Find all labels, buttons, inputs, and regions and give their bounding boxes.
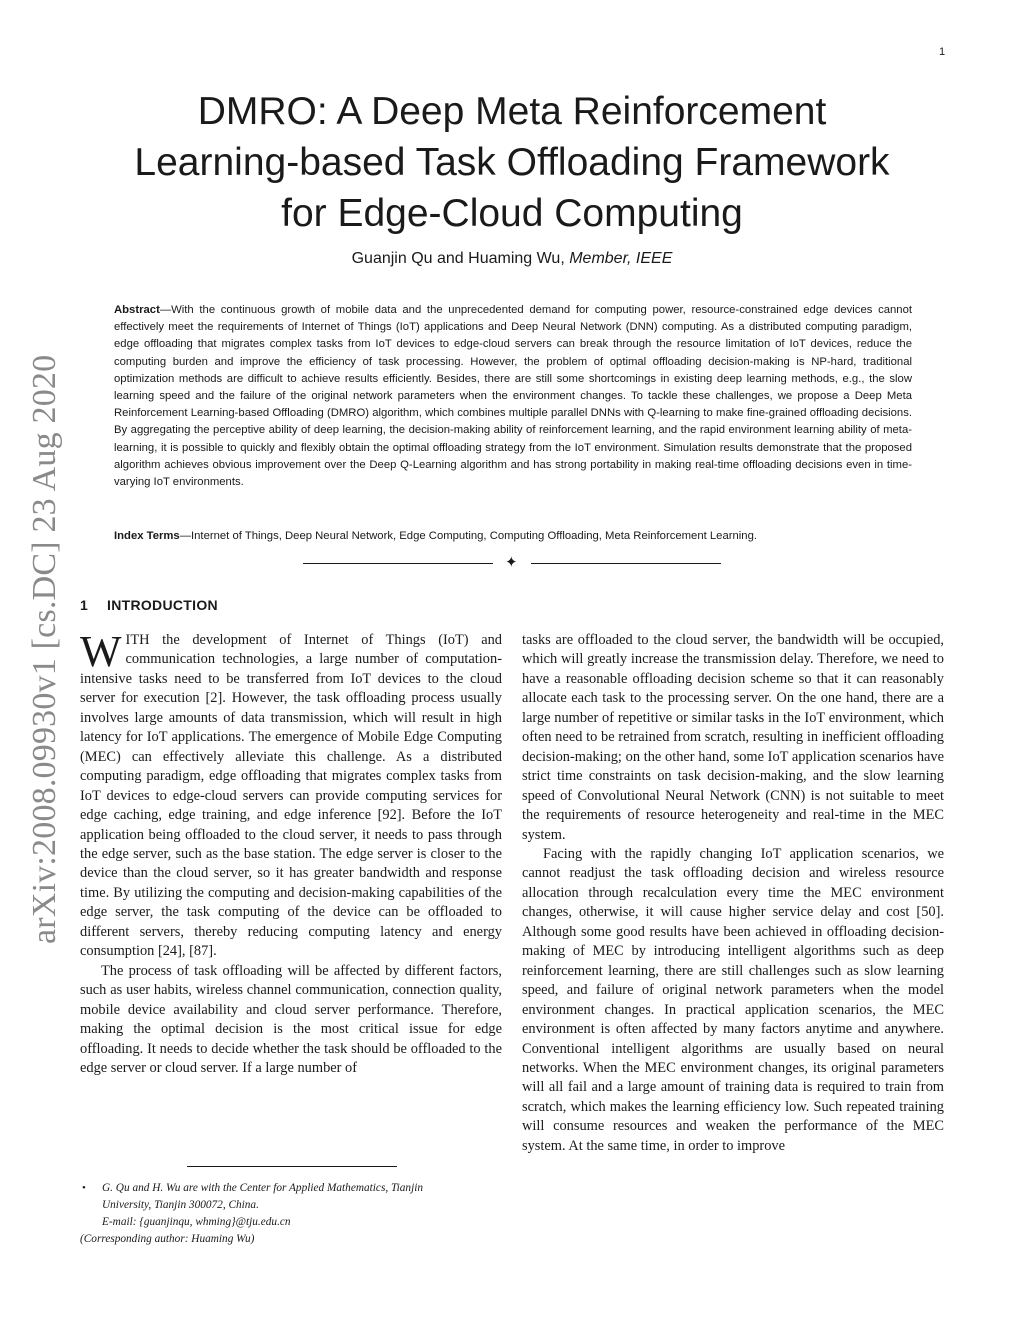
dropcap: W (80, 627, 122, 676)
author-membership: Member, IEEE (569, 250, 673, 267)
index-terms-text: —Internet of Things, Deep Neural Network, Edge Computing, Computing Offloading, Meta Reinforcement Learning. (179, 530, 758, 542)
left-column (80, 627, 502, 1078)
abstract (114, 302, 912, 491)
title-line-3: for Edge-Cloud Computing (281, 192, 743, 235)
first-word-rest: ITH (125, 632, 150, 648)
separator-line-right (531, 563, 721, 564)
intro-paragraph-1-text: the development of Internet of Things (IoT) and communication technologies, a large number of computation-intensive tasks need to be transferred from IoT devices to the cloud server for execution [2]. However, the task offloading process usually involves large amounts of data transmission, which will result in high latency for IoT applications. The emergence of Mobile Edge Computing (MEC) can effectively alleviate this challenge. As a distributed computing paradigm, edge offloading that migrates complex tasks from IoT devices to edge-cloud servers can provide computing services for edge caching, edge training, and edge inference [92]. Before the IoT application being offloaded to the cloud server, it needs to pass through the edge server, such as the base station. The edge server is closer to the device than the cloud server, so it has greater bandwidth and response time. By utilizing the computing and decision-making capabilities of the edge server, the task computing of the device can be offloaded to different servers, thereby reducing computing latency and energy consumption [24], [87]. (80, 632, 502, 960)
intro-paragraph-2: The process of task offloading will be affected by different factors, such as user habits, wireless channel communication, connection quality, mobile device availability and cloud server performance. Therefore, making the optimal decision is the most critical issue for edge offloading. It needs to decide whether the task should be offloaded to the edge server or cloud server. If a large number of (80, 962, 502, 1076)
right-column (522, 631, 944, 1156)
section-separator (303, 553, 721, 571)
corresponding-author: (Corresponding author: Huaming Wu) (80, 1233, 255, 1245)
intro-paragraph-1 (80, 627, 502, 962)
intro-paragraph-4: Facing with the rapidly changing IoT application scenarios, we cannot readjust the task offloading decision and wireless resource allocation through recalculation every time the MEC environment changes, otherwise, it will cause higher service delay and cost [50]. Although some good results have been achieved in offloading decision-making of MEC by introducing intelligent algorithms such as deep reinforcement learning, there are still challenges such as slow learning speed, and failure of original network parameters when the model environment changes. In practical application scenarios, the MEC environment is often affected by many factors anytime and anywhere. Conventional intelligent algorithms are usually based on neural networks. When the MEC environment changes, its original parameters will all fail and a large amount of training data is required to train from scratch, which makes the learning efficiency low. Such repeated training will consume resources and weaken the performance of the MEC system. At the same time, in order to improve (522, 845, 944, 1154)
author-line (80, 250, 944, 268)
abstract-text: —With the continuous growth of mobile data and the unprecedented demand for computing power, resource-constrained edge devices cannot effectively meet the requirements of Internet of Things (IoT) applications and Deep Neural Network (DNN) computing. As a distributed computing paradigm, edge offloading that migrates complex tasks from IoT devices to edge-cloud servers can break through the resource limitation of IoT devices, reduce the computing burden and improve the efficiency of task processing. However, the problem of optimal offloading decision-making is NP-hard, traditional optimization methods are difficult to achieve results efficiently. Besides, there are still some shortcomings in existing deep learning methods, e.g., the slow learning speed and the failure of the original network parameters when the environment changes. To tackle these challenges, we propose a Deep Meta Reinforcement Learning-based Offloading (DMRO) algorithm, which combines multiple parallel DNNs with Q-learning to make fine-grained offloading decisions. By aggregating the perceptive ability of deep learning, the decision-making ability of reinforcement learning, and the rapid environment learning ability of meta-learning, it is possible to quickly and flexibly obtain the optimal offloading strategy from the IoT environment. Simulation results demonstrate that the proposed algorithm achieves obvious improvement over the Deep Q-Learning algorithm and has strong portability in making real-time offloading decisions even in time-varying IoT environments. (114, 304, 912, 489)
title-line-1: DMRO: A Deep Meta Reinforcement (197, 90, 827, 133)
section-number: 1 (80, 597, 89, 613)
footnote-line-2: University, Tianjin 300072, China. (102, 1199, 259, 1211)
separator-line-left (303, 563, 493, 564)
author-names: Guanjin Qu and Huaming Wu, (351, 250, 565, 267)
abstract-label: Abstract (114, 304, 160, 316)
page-number: 1 (938, 46, 946, 58)
arxiv-stamp: arXiv:2008.09930v1 [cs.DC] 23 Aug 2020 (26, 354, 63, 944)
footnote-text (102, 1180, 502, 1231)
index-terms (114, 528, 912, 545)
title-line-2: Learning-based Task Offloading Framework (134, 141, 890, 184)
separator-star-icon: ✦ (505, 553, 518, 571)
footnote-rule (187, 1166, 397, 1167)
index-terms-label: Index Terms (114, 530, 180, 542)
footnote-bullet-icon: • (82, 1182, 86, 1194)
footnote-line-1: G. Qu and H. Wu are with the Center for Applied Mathematics, Tianjin (102, 1182, 424, 1194)
intro-paragraph-3: tasks are offloaded to the cloud server, the bandwidth will be occupied, which will greatly increase the transmission delay. Therefore, we need to have a reasonable offloading decision scheme so that it can reasonably allocate each task to the processing server. On the one hand, there are a large number of repetitive or similar tasks in the IoT environment, which often need to be retrained from scratch, resulting in inefficient offloading decision-making; on the other hand, some IoT application scenarios have strict time constraints on task decision-making, and the slow learning speed of Convolutional Neural Network (CNN) is not suitable to meet the requirements of resource heterogeneity and real-time in the MEC system. (522, 632, 944, 843)
footnote-line-3: E-mail: {guanjinqu, whming}@tju.edu.cn (102, 1216, 291, 1228)
paper-title (80, 86, 944, 239)
section-heading (80, 597, 218, 613)
affiliation-footnote (80, 1180, 502, 1231)
section-title: INTRODUCTION (107, 597, 218, 613)
